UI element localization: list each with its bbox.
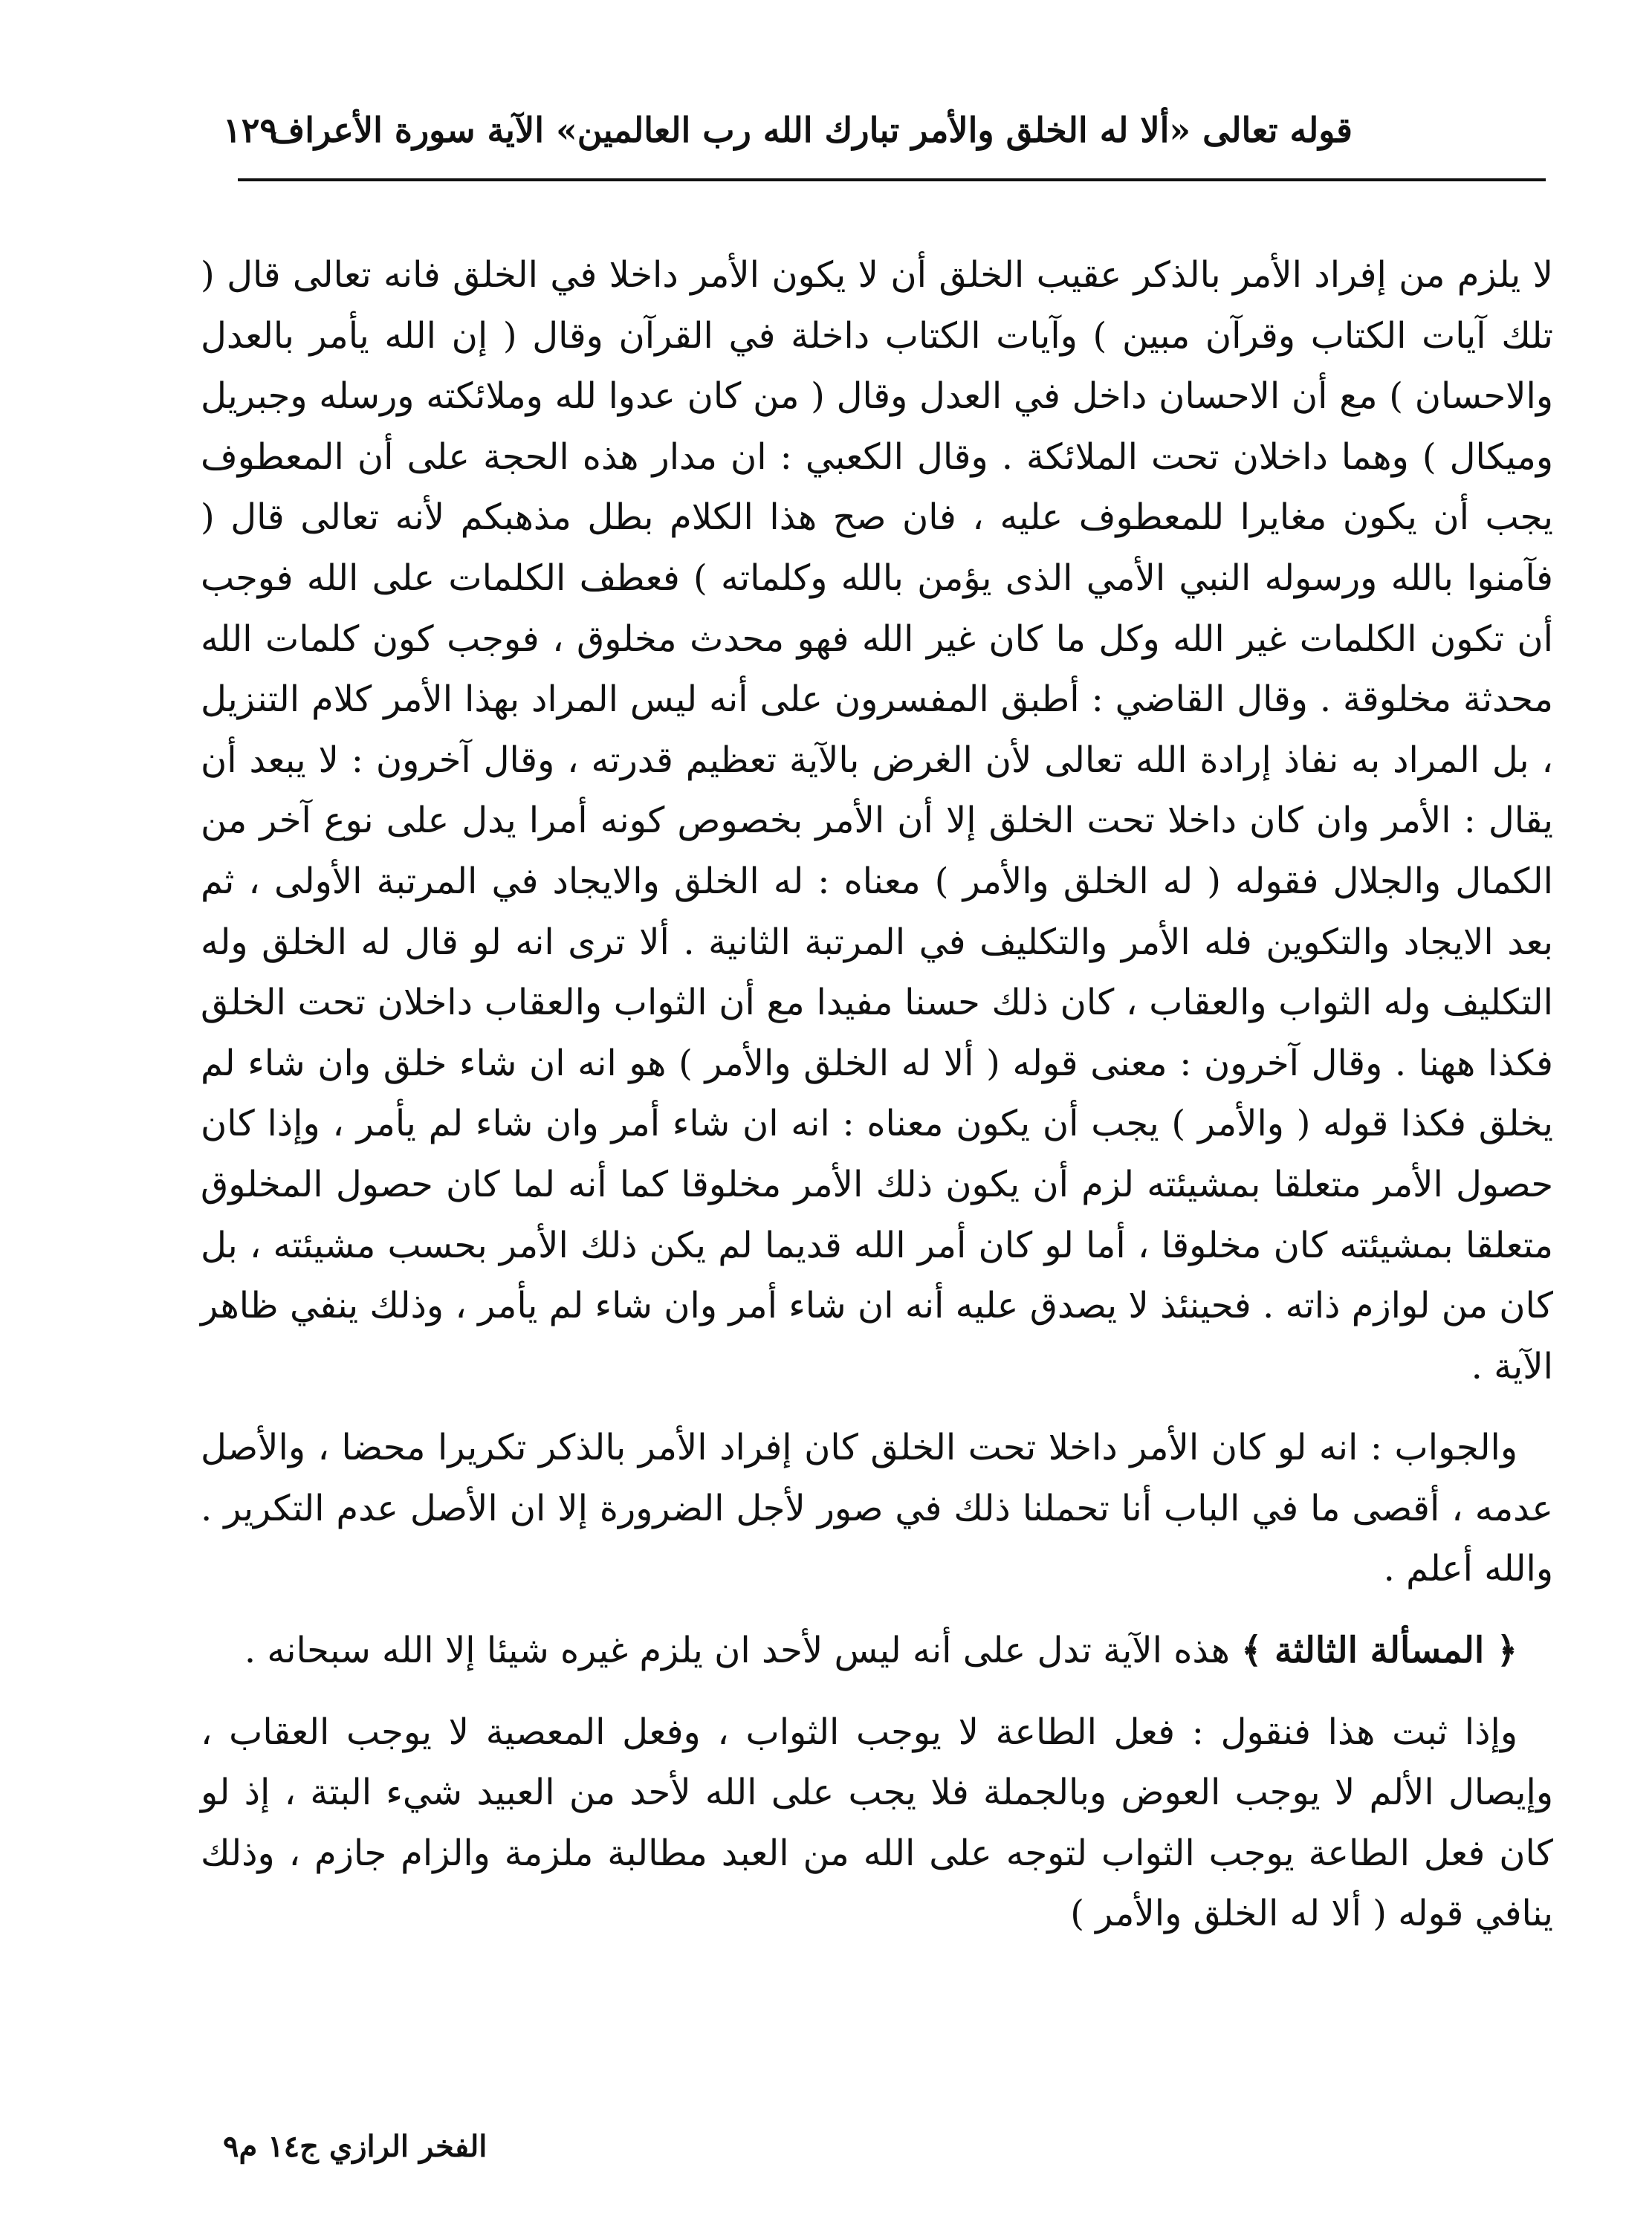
running-header-title: قوله تعالى «ألا له الخلق والأمر تبارك الله رب العالمين» الآية سورة الأعراف: [269, 110, 1353, 150]
paragraph-answer: والجواب : انه لو كان الأمر داخلا تحت الخلق كان إفراد الأمر بالذكر تكريرا محضا ، والأصل عدمه ، أقصى ما في الباب أنا تحملنا ذلك في صور لأجل الضرورة إلا ان الأصل عدم التكرير . والله أعلم .: [201, 1427, 1553, 1590]
header-rule: [238, 178, 1546, 181]
page-number: ١٢٩: [223, 110, 279, 150]
main-text: [201, 245, 1553, 1966]
footer-signature: الفخر الرازي ج١٤ م٩: [223, 2129, 487, 2164]
issue-heading: ﴿ المسألة الثالثة ﴾: [1241, 1630, 1517, 1672]
running-header: [216, 97, 1353, 163]
issue-text: هذه الآية تدل على أنه ليس لأحد ان يلزم غيره شيئا إلا الله سبحانه .: [244, 1630, 1242, 1672]
paragraph-1: لا يلزم من إفراد الأمر بالذكر عقيب الخلق أن لا يكون الأمر داخلا في الخلق فانه تعالى قال ( تلك آيات الكتاب وقرآن مبين ) وآيات الكتاب داخلة في القرآن وقال ( إن الله يأمر بالعدل والاحسان ) مع أن الاحسان داخل في العدل وقال ( من كان عدوا لله وملائكته ورسله وجبريل وميكال ) وهما داخلان تحت الملائكة . وقال الكعبي : ان مدار هذه الحجة على أن المعطوف يجب أن يكون مغايرا للمعطوف عليه ، فان صح هذا الكلام بطل مذهبكم لأنه تعالى قال ( فآمنوا بالله ورسوله النبي الأمي الذى يؤمن بالله وكلماته ) فعطف الكلمات على الله فوجب أن تكون الكلمات غير الله وكل ما كان غير الله فهو محدث مخلوق ، فوجب كون كلمات الله محدثة مخلوقة . وقال القاضي : أطبق المفسرون على أنه ليس المراد بهذا الأمر كلام التنزيل ، بل المراد به نفاذ إرادة الله تعالى لأن الغرض بالآية تعظيم قدرته ، وقال آخرون : لا يبعد أن يقال : الأمر وان كان داخلا تحت الخلق إلا أن الأمر بخصوص كونه أمرا يدل على نوع آخر من الكمال والجلال فقوله ( له الخلق والأمر ) معناه : له الخلق والايجاد في المرتبة الأولى ، ثم بعد الايجاد والتكوين فله الأمر والتكليف في المرتبة الثانية . ألا ترى انه لو قال له الخلق وله التكليف وله الثواب والعقاب ، كان ذلك حسنا مفيدا مع أن الثواب والعقاب داخلان تحت الخلق فكذا ههنا . وقال آخرون : معنى قوله ( ألا له الخلق والأمر ) هو انه ان شاء خلق وان شاء لم يخلق فكذا قوله ( والأمر ) يجب أن يكون معناه : انه ان شاء أمر وان شاء لم يأمر ، وإذا كان حصول الأمر متعلقا بمشيئته لزم أن يكون ذلك الأمر مخلوقا كما أنه لما كان حصول المخلوق متعلقا بمشيئته كان مخلوقا ، أما لو كان أمر الله قديما لم يكن ذلك الأمر بحسب مشيئته ، بل كان من لوازم ذاته . فحينئذ لا يصدق عليه أنه ان شاء أمر وان شاء لم يأمر ، وذلك ينفي ظاهر الآية .: [201, 254, 1554, 1387]
paragraph-4: وإذا ثبت هذا فنقول : فعل الطاعة لا يوجب الثواب ، وفعل المعصية لا يوجب العقاب ، وإيصال الألم لا يوجب العوض وبالجملة فلا يجب على الله لأحد من العبيد شيء البتة ، إذ لو كان فعل الطاعة يوجب الثواب لتوجه على الله من العبد مطالبة ملزمة والزام جازم ، وذلك ينافي قوله ( ألا له الخلق والأمر ): [201, 1711, 1553, 1935]
paragraph-third-issue: [201, 1621, 1553, 1682]
